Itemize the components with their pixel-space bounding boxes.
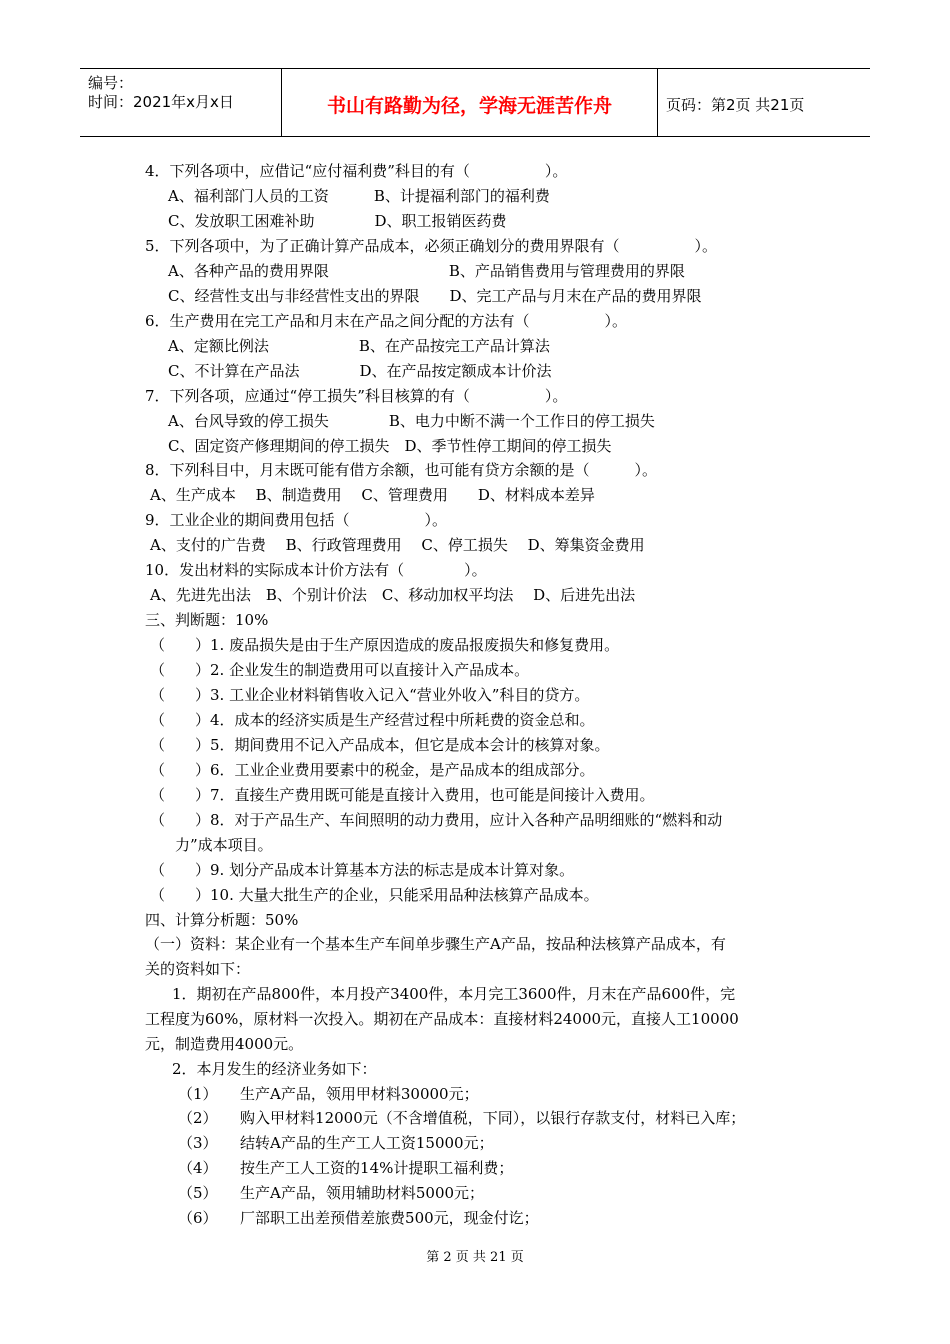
section-3-heading: 三、判断题：10% <box>145 611 269 629</box>
question-4-options-cd: C、发放职工困难补助 D、职工报销医药费 <box>168 212 507 230</box>
transaction-4: （4） 按生产工人工资的14%计提职工福利费； <box>178 1159 514 1177</box>
judgment-7: （ ）7．直接生产费用既可能是直接计入费用，也可能是间接计入费用。 <box>150 786 655 804</box>
judgment-4: （ ）4．成本的经济实质是生产经营过程中所耗费的资金总和。 <box>150 711 595 729</box>
question-5: 5．下列各项中，为了正确计算产品成本，必须正确划分的费用界限有（ ）。 <box>145 237 718 255</box>
judgment-3: （ ）3. 工业企业材料销售收入记入“营业外收入”科目的贷方。 <box>150 686 590 704</box>
question-4: 4．下列各项中，应借记“应付福利费”科目的有（ ）。 <box>145 162 568 180</box>
page-footer: 第 2 页 共 21 页 <box>426 1250 524 1265</box>
header-right-cell <box>658 69 870 136</box>
judgment-6: （ ）6．工业企业费用要素中的税金，是产品成本的组成部分。 <box>150 761 595 779</box>
transaction-5: （5） 生产A产品，领用辅助材料5000元； <box>178 1184 485 1202</box>
question-10-options: A、先进先出法 B、个别计价法 C、移动加权平均法 D、后进先出法 <box>150 586 636 604</box>
header-middle-cell <box>282 69 658 136</box>
material-item-2: 2．本月发生的经济业务如下： <box>172 1060 377 1078</box>
page-header <box>80 68 870 137</box>
material-item-1-continued: 工程度为60%，原材料一次投入。期初在产品成本：直接材料24000元，直接人工10000 <box>145 1010 739 1028</box>
section-4-heading: 四、计算分析题：50% <box>145 911 299 929</box>
material-item-1-end: 元，制造费用4000元。 <box>145 1035 304 1053</box>
question-7-options-ab: A、台风导致的停工损失 B、电力中断不满一个工作日的停工损失 <box>168 412 655 430</box>
material-intro-continued: 关的资料如下： <box>145 960 251 978</box>
document-number-label: 编号： <box>88 74 134 92</box>
question-7: 7．下列各项，应通过“停工损失”科目核算的有（ ）。 <box>145 387 568 405</box>
header-motto: 书山有路勤为径，学海无涯苦作舟 <box>326 95 612 117</box>
material-intro: （一）资料：某企业有一个基本生产车间单步骤生产A产品，按品种法核算产品成本，有 <box>145 935 726 953</box>
question-8: 8．下列科目中，月末既可能有借方余额，也可能有贷方余额的是（ ）。 <box>145 461 658 479</box>
transaction-3: （3） 结转A产品的生产工人工资15000元； <box>178 1134 494 1152</box>
transaction-1: （1） 生产A产品，领用甲材料30000元； <box>178 1085 479 1103</box>
judgment-5: （ ）5．期间费用不记入产品成本，但它是成本会计的核算对象。 <box>150 736 610 754</box>
question-6: 6．生产费用在完工产品和月末在产品之间分配的方法有（ ）。 <box>145 312 628 330</box>
header-left-cell <box>80 69 282 136</box>
question-6-options-cd: C、不计算在产品法 D、在产品按定额成本计价法 <box>168 362 552 380</box>
judgment-9: （ ）9. 划分产品成本计算基本方法的标志是成本计算对象。 <box>150 861 575 879</box>
transaction-2: （2） 购入甲材料12000元（不含增值税，下同），以银行存款支付，材料已入库； <box>178 1109 746 1127</box>
judgment-10: （ ）10. 大量大批生产的企业，只能采用品种法核算产品成本。 <box>150 886 599 904</box>
question-9: 9．工业企业的期间费用包括（ ）。 <box>145 511 448 529</box>
transaction-6: （6） 厂部职工出差预借差旅费500元，现金付讫； <box>178 1209 539 1227</box>
judgment-1: （ ）1. 废品损失是由于生产原因造成的废品报废损失和修复费用。 <box>150 636 620 654</box>
material-item-1: 1．期初在产品800件，本月投产3400件，本月完工3600件，月末在产品600件，完 <box>172 985 736 1003</box>
question-9-options: A、支付的广告费 B、行政管理费用 C、停工损失 D、筹集资金费用 <box>150 536 645 554</box>
question-10: 10．发出材料的实际成本计价方法有（ ）。 <box>145 561 487 579</box>
question-5-options-cd: C、经营性支出与非经营性支出的界限 D、完工产品与月末在产品的费用界限 <box>168 287 702 305</box>
judgment-8-continued: 力”成本项目。 <box>175 836 273 854</box>
judgment-2: （ ）2. 企业发生的制造费用可以直接计入产品成本。 <box>150 661 530 679</box>
judgment-8: （ ）8．对于产品生产、车间照明的动力费用，应计入各种产品明细账的“燃料和动 <box>150 811 723 829</box>
page-number-label: 页码：第2页 共21页 <box>666 96 805 114</box>
question-8-options: A、生产成本 B、制造费用 C、管理费用 D、材料成本差异 <box>150 486 595 504</box>
date-label: 时间：2021年x月x日 <box>88 93 234 111</box>
question-7-options-cd: C、固定资产修理期间的停工损失 D、季节性停工期间的停工损失 <box>168 437 612 455</box>
question-6-options-ab: A、定额比例法 B、在产品按完工产品计算法 <box>168 337 550 355</box>
question-4-options-ab: A、福利部门人员的工资 B、计提福利部门的福利费 <box>168 187 550 205</box>
question-5-options-ab: A、各种产品的费用界限 B、产品销售费用与管理费用的界限 <box>168 262 685 280</box>
